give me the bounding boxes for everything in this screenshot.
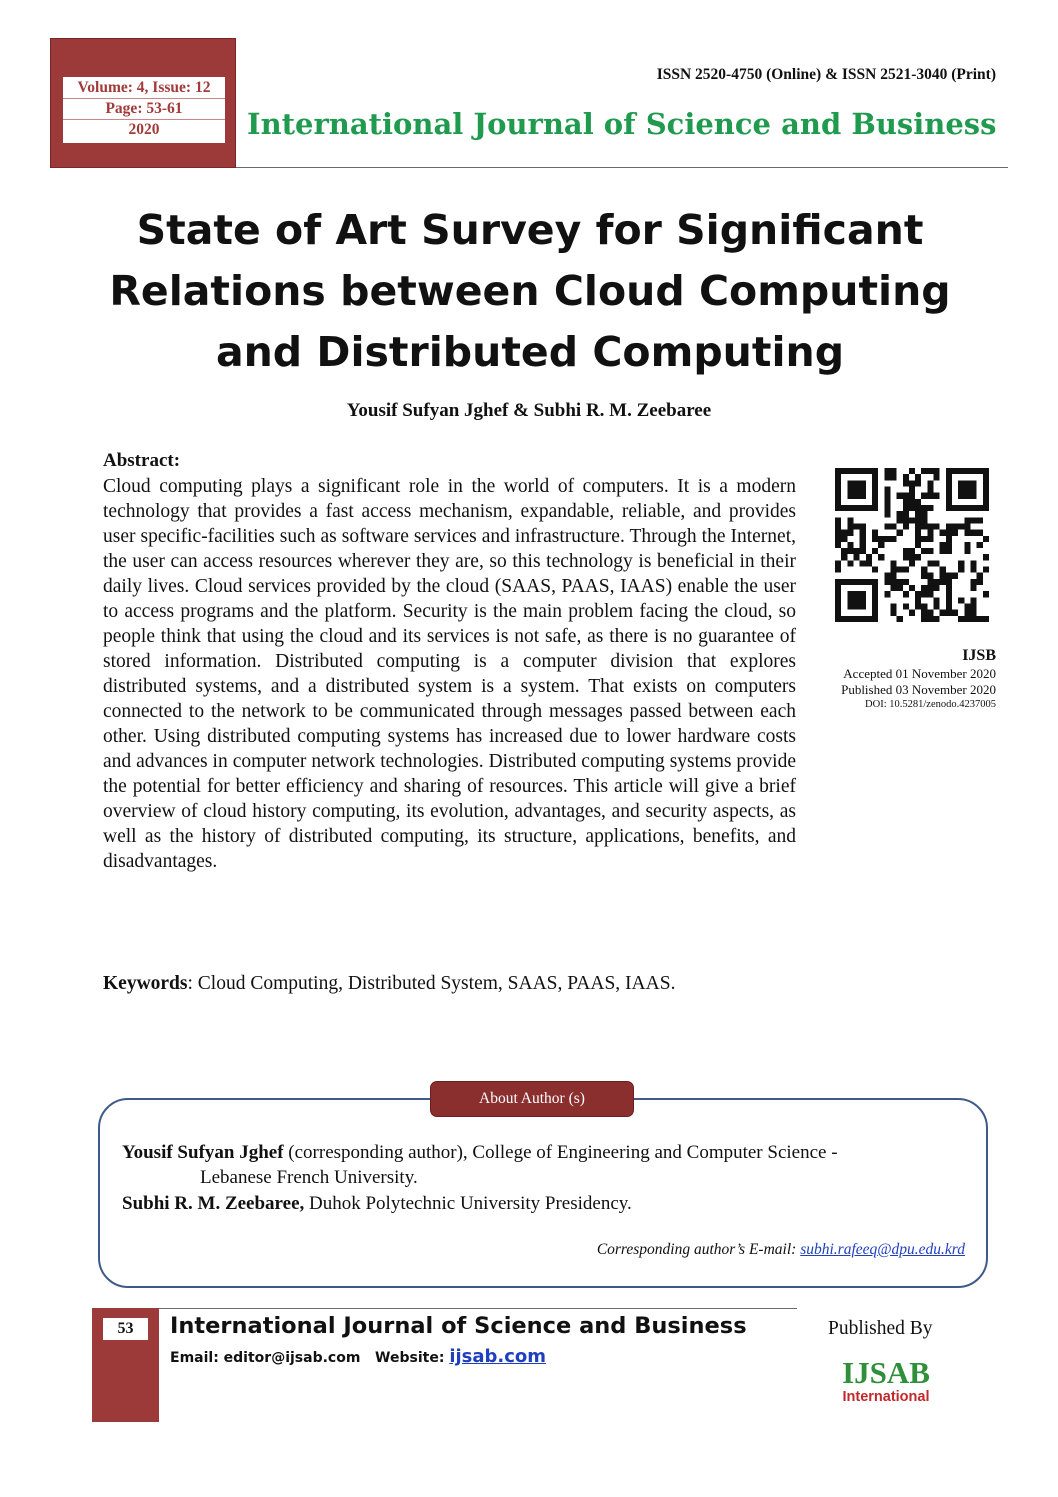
author-2-affiliation: Duhok Polytechnic University Presidency. <box>304 1193 632 1214</box>
page-number: 53 <box>103 1318 148 1340</box>
publisher-logo <box>836 1355 936 1412</box>
keywords-list: : Cloud Computing, Distributed System, SAAS, PAAS, IAAS. <box>187 973 676 994</box>
author-2-name: Subhi R. M. Zeebaree, <box>122 1193 305 1214</box>
email-label: Corresponding author’s E-mail: <box>596 1241 801 1258</box>
volume-issue-box <box>50 38 236 168</box>
author-1-name: Yousif Sufyan Jghef <box>122 1142 284 1163</box>
keywords <box>103 973 903 995</box>
footer-email: Email: editor@ijsab.com <box>170 1350 361 1366</box>
footer-website-label: Website: <box>375 1350 450 1366</box>
about-authors-tab: About Author (s) <box>431 1082 633 1116</box>
footer-website-link[interactable]: ijsab.com <box>449 1346 547 1367</box>
volume-issue: Volume: 4, Issue: 12 <box>63 78 225 99</box>
accepted-date: Accepted 01 November 2020 <box>843 666 996 681</box>
page-range: Page: 53-61 <box>63 99 225 120</box>
author-1-affiliation: (corresponding author), College of Engineering and Computer Science - <box>283 1142 838 1163</box>
paper-authors: Yousif Sufyan Jghef & Subhi R. M. Zeebaree <box>346 400 712 421</box>
publisher-logo-sub: International <box>842 1389 930 1405</box>
journal-title: International Journal of Science and Business <box>247 107 997 141</box>
header-divider <box>236 167 1008 168</box>
doi[interactable]: DOI: 10.5281/zenodo.4237005 <box>865 699 996 710</box>
footer-contact <box>170 1346 546 1367</box>
abstract-text: Cloud computing plays a significant role in the world of computers. It is a modern technology that provides a fast access mechanism, expandable, reliable, and provides user specific-facilities such as software services and infrastructure. Through the Internet, the user can access resources wherever they are, so this technology is beneficial in their daily lives. Cloud services provided by the cloud (SAAS, PAAS, IAAS) enable the user to access programs and the platform. Security is the main problem facing the cloud, so people think that using the cloud and its services is not safe, as there is no guarantee of stored information. Distributed computing is a computer division that explores distributed systems, and a distributed system is a system. That exists on computers connected to the network to be communicated through messages passed between each other. Using distributed computing systems has increased due to lower hardware costs and advances in computer network technologies. Distributed computing systems provide the potential for better efficiency and sharing of resources. This article will give a brief overview of cloud history computing, its evolution, advantages, and security aspects, as well as the history of distributed computing, its structure, applications, benefits, and disadvantages. <box>103 476 796 872</box>
publisher-logo-main: IJSAB <box>842 1355 930 1390</box>
issn: ISSN 2520-4750 (Online) & ISSN 2521-3040 (Print) <box>656 66 996 83</box>
qr-code-icon[interactable] <box>835 468 989 622</box>
article-meta <box>841 646 996 712</box>
published-by: Published By <box>828 1318 933 1339</box>
paper-title: State of Art Survey for Significant Relations between Cloud Computing and Distributed Computing <box>109 206 951 376</box>
publication-year: 2020 <box>128 121 160 138</box>
abstract-heading: Abstract: <box>103 450 181 471</box>
email-link[interactable]: subhi.rafeeq@dpu.edu.krd <box>800 1241 965 1258</box>
footer-journal-title: International Journal of Science and Business <box>170 1313 747 1339</box>
author-1-info <box>122 1140 972 1190</box>
published-date: Published 03 November 2020 <box>841 682 996 697</box>
keywords-label: Keywords <box>103 973 188 994</box>
author-1-affiliation-cont: Lebanese French University. <box>200 1167 418 1188</box>
corresponding-email <box>597 1241 965 1259</box>
footer-divider <box>92 1308 797 1309</box>
journal-abbr: IJSB <box>962 647 996 664</box>
author-2-info <box>122 1191 972 1216</box>
